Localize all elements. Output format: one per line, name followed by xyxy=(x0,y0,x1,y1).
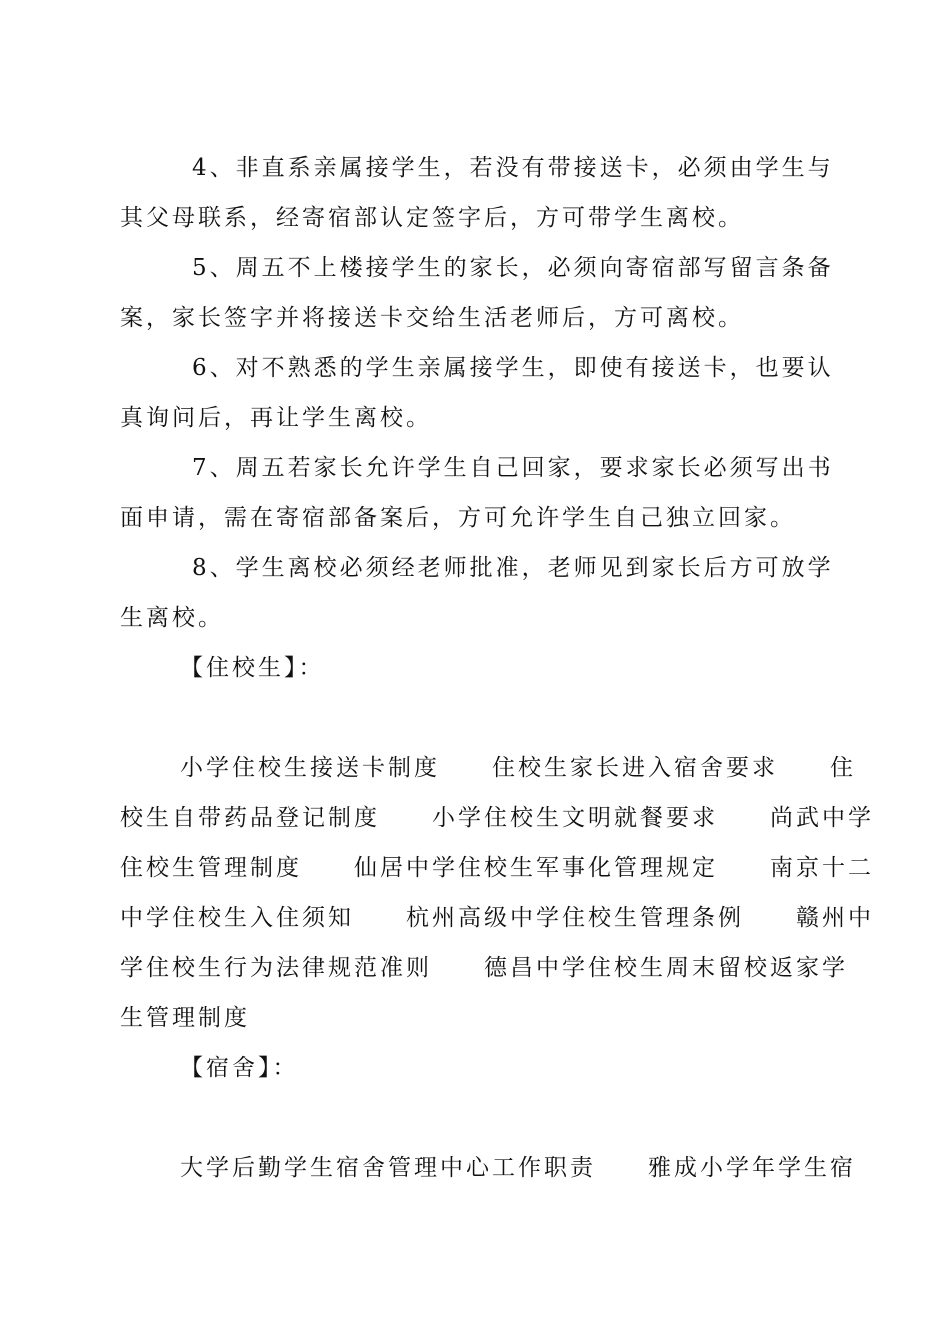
boarding-links-line-1: 小学住校生接送卡制度 住校生家长进入宿舍要求 住 xyxy=(180,755,856,781)
boarding-links-line-3: 住校生管理制度 仙居中学住校生军事化管理规定 南京十二 xyxy=(120,855,874,881)
paragraph-6-line-2: 真询问后，再让学生离校。 xyxy=(120,405,432,431)
paragraph-7-line-1: 7、周五若家长允许学生自己回家，要求家长必须写出书 xyxy=(192,455,834,481)
section-heading-dorm: 【宿舍】： xyxy=(180,1055,299,1081)
paragraph-7-line-2: 面申请，需在寄宿部备案后，方可允许学生自己独立回家。 xyxy=(120,505,796,531)
section-heading-boarding: 【住校生】： xyxy=(180,655,325,681)
dorm-links-line-1: 大学后勤学生宿舍管理中心工作职责 雅成小学年学生宿 xyxy=(180,1155,856,1181)
boarding-links-line-2: 校生自带药品登记制度 小学住校生文明就餐要求 尚武中学 xyxy=(120,805,874,831)
paragraph-8-line-2: 生离校。 xyxy=(120,605,224,631)
paragraph-4-line-1: 4、非直系亲属接学生，若没有带接送卡，必须由学生与 xyxy=(192,155,834,181)
paragraph-8-line-1: 8、学生离校必须经老师批准，老师见到家长后方可放学 xyxy=(192,555,834,581)
paragraph-5-line-1: 5、周五不上楼接学生的家长，必须向寄宿部写留言条备 xyxy=(192,255,834,281)
boarding-links-line-4: 中学住校生入住须知 杭州高级中学住校生管理条例 赣州中 xyxy=(120,905,874,931)
boarding-links-line-6: 生管理制度 xyxy=(120,1005,250,1031)
boarding-links-line-5: 学住校生行为法律规范准则 德昌中学住校生周末留校返家学 xyxy=(120,955,848,981)
paragraph-5-line-2: 案，家长签字并将接送卡交给生活老师后，方可离校。 xyxy=(120,305,744,331)
paragraph-4-line-2: 其父母联系，经寄宿部认定签字后，方可带学生离校。 xyxy=(120,205,744,231)
paragraph-6-line-1: 6、对不熟悉的学生亲属接学生，即使有接送卡，也要认 xyxy=(192,355,834,381)
